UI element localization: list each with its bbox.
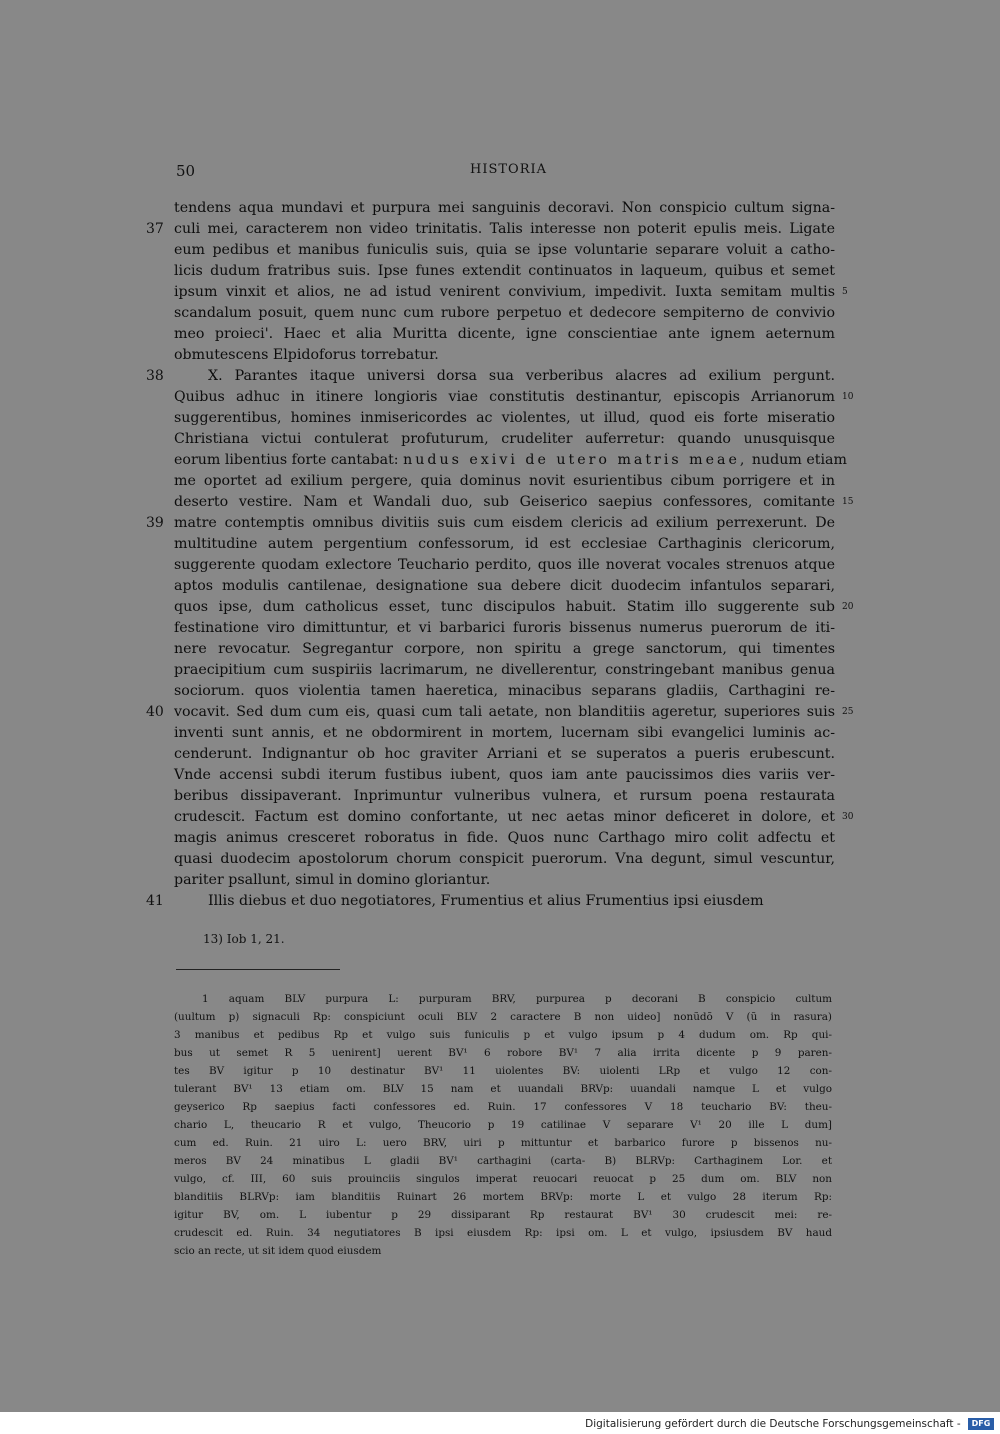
text-line: quos ipse, dum catholicus esset, tunc discipulos habuit. Statim illo suggerente sub <box>174 599 835 615</box>
text-line: Vnde accensi subdi iterum fustibus iubent, quos iam ante paucissimos dies variis ver- <box>174 767 835 783</box>
text-line: Illis diebus et duo negotiatores, Frumentius et alius Frumentius ipsi eiusdem <box>208 893 764 909</box>
section-number: 37 <box>146 221 164 237</box>
apparatus-line: crudescit ed. Ruin. 34 negutiatores B ipsi eiusdem Rp: ipsi om. L et vulgo, ipsiusdem BV haud <box>174 1227 832 1239</box>
section-number: 38 <box>146 368 164 384</box>
apparatus-line: 3 manibus et pedibus Rp et vulgo suis funiculis p et vulgo ipsum p 4 dudum om. Rp qui- <box>174 1029 832 1041</box>
text-line: crudescit. Factum est domino confortante, ut nec aetas minor deficeret in dolore, et <box>174 809 835 825</box>
text-line: suggerentibus, homines inmisericordes ac violentes, ut illud, quod eis forte miseratio <box>174 410 835 426</box>
text-line: meo proieci'. Haec et alia Muritta dicente, igne conscientiae ante ignem aeternum <box>174 326 835 342</box>
text-line: magis animus cresceret roboratus in fide. Quos nunc Carthago miro colit adfectu et <box>174 830 835 846</box>
page-header <box>0 162 1000 182</box>
text-line: ipsum vinxit et alios, ne ad istud venirent convivium, impedivit. Iuxta semitam multis <box>174 284 835 300</box>
text-line: X. Parantes itaque universi dorsa sua verberibus alacres ad exilium pergunt. <box>208 368 835 384</box>
line-number: 10 <box>842 392 854 402</box>
text-line: festinatione viro dimittuntur, et vi barbarici furoris bissenus numerus puerorum de iti- <box>174 620 835 636</box>
text-line-end: nudum etiam <box>751 452 847 468</box>
section-number: 40 <box>146 704 164 720</box>
text-line: inventi sunt annis, et ne obdormirent in mortem, lucernam sibi evangelici luminis ac- <box>174 725 835 741</box>
text-line: me oportet ad exilium pergere, quia dominus novit esurientibus cibum porrigere et in <box>174 473 835 489</box>
text-line: aptos modulis cantilenae, designatione sua debere dicit duodecim infantulos separari, <box>174 578 835 594</box>
text-line <box>174 450 847 471</box>
running-title: HISTORIA <box>470 162 548 177</box>
dfg-logo: DFG <box>968 1418 994 1430</box>
text-line: tendens aqua mundavi et purpura mei sanguinis decoravi. Non conspicio cultum signa- <box>174 200 835 216</box>
text-line: eum pedibus et manibus funiculis suis, quia se ipse voluntarie separare voluit a catho- <box>174 242 835 258</box>
text-line: quasi duodecim apostolorum chorum conspicit puerorum. Vna degunt, simul vescuntur, <box>174 851 835 867</box>
apparatus-line: bus ut semet R 5 uenirent] uerent BV¹ 6 robore BV¹ 7 alia irrita dicente p 9 paren- <box>174 1047 832 1059</box>
text-line: deserto vestire. Nam et Wandali duo, sub Geiserico saepius confessores, comitante <box>174 494 835 510</box>
apparatus-line: tes BV igitur p 10 destinatur BV¹ 11 uiolentes BV: uiolenti LRp et vulgo 12 con- <box>174 1065 832 1077</box>
text-line: licis dudum fratribus suis. Ipse funes extendit continuatos in laqueum, quibus et semet <box>174 263 835 279</box>
section-number: 41 <box>146 893 164 909</box>
apparatus-line: blanditiis BLRVp: iam blanditiis Ruinart 26 mortem BRVp: morte L et vulgo 28 iterum Rp: <box>174 1191 832 1203</box>
section-number: 39 <box>146 515 164 531</box>
text-line: scandalum posuit, quem nunc cum rubore perpetuo et dedecore sempiterno de convivio <box>174 305 835 321</box>
text-line: culi mei, caracterem non video trinitatis. Talis interesse non poterit epulis meis. Ligate <box>174 221 835 237</box>
apparatus-line: vulgo, cf. III, 60 suis prouinciis singulos imperat reuocari reuocat p 25 dum om. BLV non <box>174 1173 832 1185</box>
text-line: Christiana victui contulerat profuturum, crudeliter auferretur: quando unusquisque <box>174 431 835 447</box>
text-line: suggerente quodam exlectore Teuchario perdito, quos ille noverat vocales strenuos atque <box>174 557 835 573</box>
text-line: multitudine autem pergentium confessorum, id est ecclesiae Carthaginis clericorum, <box>174 536 835 552</box>
footnote-divider <box>176 969 340 970</box>
text-line: vocavit. Sed dum cum eis, quasi cum tali aetate, non blanditiis ageretur, superiores suis <box>174 704 835 720</box>
text-line-start: eorum libentius forte cantabat: <box>174 452 399 468</box>
apparatus-line: geyserico Rp saepius facti confessores ed. Ruin. 17 confessores V 18 teuchario BV: theu- <box>174 1101 832 1113</box>
apparatus-line: scio an recte, ut sit idem quod eiusdem <box>174 1245 382 1257</box>
text-line: praecipitium cum suspiriis lacrimarum, ne divellerentur, constringebant manibus genua <box>174 662 835 678</box>
line-number: 25 <box>842 707 854 717</box>
apparatus-line: tulerant BV¹ 13 etiam om. BLV 15 nam et uuandali BRVp: uuandali namque L et vulgo <box>174 1083 832 1095</box>
line-number: 5 <box>842 287 848 297</box>
line-number: 15 <box>842 497 854 507</box>
text-line: nere revocatur. Segregantur corpore, non spiritu a grege sanctorum, qui timentes <box>174 641 835 657</box>
text-line: matre contemptis omnibus divitiis suis cum eisdem clericis ad exilium perrexerunt. De <box>174 515 835 531</box>
line-number: 20 <box>842 602 854 612</box>
apparatus-line: cum ed. Ruin. 21 uiro L: uero BRV, uiri p mittuntur et barbarico furore p bissenos nu- <box>174 1137 832 1149</box>
footnote: 13) Iob 1, 21. <box>203 932 285 946</box>
credit-text: Digitalisierung gefördert durch die Deutsche Forschungsgemeinschaft - <box>585 1418 961 1430</box>
text-line: Quibus adhuc in itinere longioris viae constitutis destinantur, episcopis Arrianorum <box>174 389 835 405</box>
apparatus-line: meros BV 24 minatibus L gladii BV¹ carthagini (carta- B) BLRVp: Carthaginem Lor. et <box>174 1155 832 1167</box>
apparatus-line: chario L, theucario R et vulgo, Theucorio p 19 catilinae V separare V¹ 20 ille L dum] <box>174 1119 832 1131</box>
text-line: cenderunt. Indignantur ob hoc graviter Arriani et se superatos a pueris erubescunt. <box>174 746 835 762</box>
digitization-credit <box>585 1417 994 1431</box>
apparatus-line: 1 aquam BLV purpura L: purpuram BRV, purpurea p decorani B conspicio cultum <box>202 993 832 1005</box>
spaced-quotation: nudus exivi de utero matris meae, <box>403 452 748 468</box>
page-number: 50 <box>176 162 196 180</box>
text-line: beribus dissipaverant. Inprimuntur vulneribus vulnera, et rursum poena restaurata <box>174 788 835 804</box>
line-number: 30 <box>842 812 854 822</box>
text-line: obmutescens Elpidoforus torrebatur. <box>174 347 439 363</box>
text-line: sociorum. quos violentia tamen haeretica, minacibus separans gladiis, Carthagini re- <box>174 683 835 699</box>
text-line: pariter psallunt, simul in domino gloriantur. <box>174 872 491 888</box>
apparatus-line: igitur BV, om. L iubentur p 29 dissiparant Rp restaurat BV¹ 30 crudescit mei: re- <box>174 1209 832 1221</box>
apparatus-line: (uultum p) signaculi Rp: conspiciunt oculi BLV 2 caractere B non uideo] nonũdõ V (ũ in rasura) <box>174 1011 832 1023</box>
